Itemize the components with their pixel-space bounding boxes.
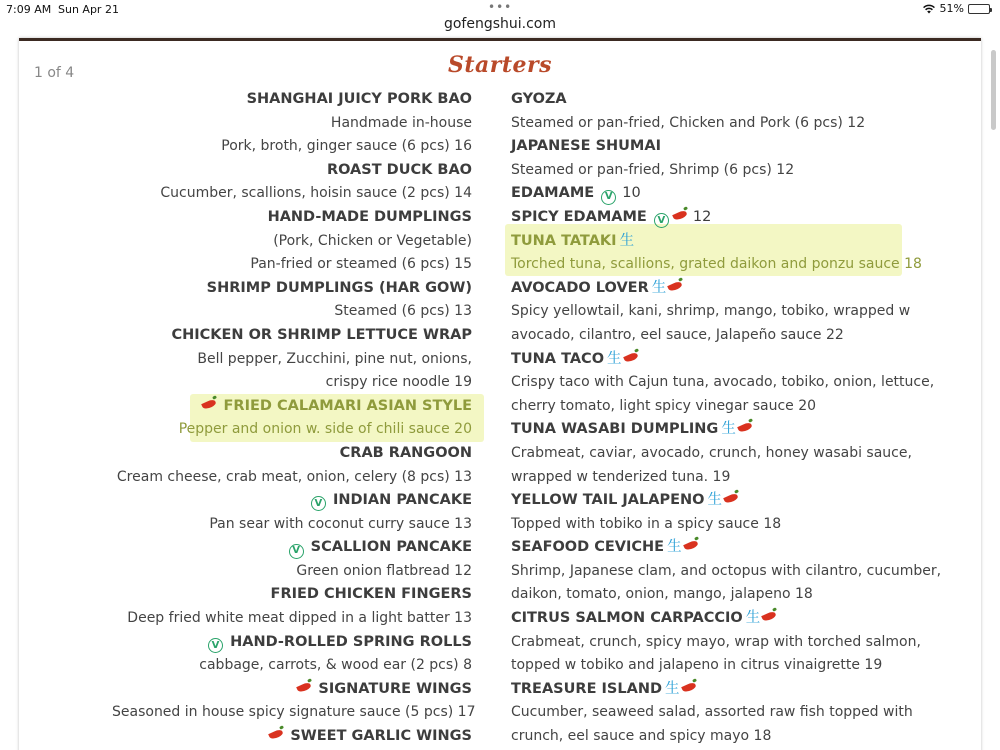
raw-icon: 生 xyxy=(665,680,680,697)
battery-icon xyxy=(968,4,990,14)
menu-item-title: EDAMAME xyxy=(511,185,595,202)
menu-item-name-shrimp-dumplings-har-gow xyxy=(112,277,472,301)
menu-item-description: Pan-fried or steamed (6 pcs) 15 xyxy=(250,256,472,273)
menu-item-price: 10 xyxy=(622,185,641,202)
menu-item-description: Crispy taco with Cajun tuna, avocado, tobiko, onion, lettuce, xyxy=(511,374,935,391)
left-menu-column xyxy=(112,88,476,749)
raw-icon: 生 xyxy=(651,279,667,296)
chili-pepper-icon xyxy=(681,681,697,693)
menu-item-price: 12 xyxy=(692,208,712,225)
menu-item-name-tuna-tataki xyxy=(511,230,911,254)
wifi-icon xyxy=(922,4,936,14)
menu-item-name-tuna-wasabi-dumpling xyxy=(511,418,911,442)
right-menu-column xyxy=(511,88,942,749)
menu-item-description: Cucumber, scallions, hoisin sauce (2 pcs) 14 xyxy=(160,185,472,202)
menu-item-name-seafood-ceviche xyxy=(511,536,911,560)
vegetarian-icon: V xyxy=(208,638,223,653)
chili-pepper-icon xyxy=(672,209,688,221)
menu-item-name-yellow-tail-jalapeno xyxy=(511,489,911,513)
menu-item-name-citrus-salmon-carpaccio xyxy=(511,607,911,631)
menu-item-description: Seasoned in house spicy signature sauce (5 pcs) 17 xyxy=(112,704,476,721)
menu-item-description: crispy rice noodle 19 xyxy=(325,374,472,391)
vegetarian-icon: V xyxy=(289,544,304,559)
chili-pepper-icon xyxy=(667,280,683,292)
menu-item-description: Crabmeat, caviar, avocado, crunch, honey wasabi sauce, xyxy=(511,444,912,461)
raw-icon: 生 xyxy=(667,539,682,556)
menu-item-description: topped w tobiko and jalapeno in citrus vinaigrette 19 xyxy=(511,657,883,674)
chili-pepper-icon xyxy=(623,351,639,363)
menu-item-description: Deep fried white meat dipped in a light batter 13 xyxy=(127,610,472,627)
section-title: Starters xyxy=(447,52,553,78)
menu-item-title: FRIED CALAMARI ASIAN STYLE xyxy=(223,397,472,414)
status-time: 7:09 AM xyxy=(6,3,52,16)
menu-item-description: Topped with tobiko in a spicy sauce 18 xyxy=(511,515,782,532)
menu-item-title: TUNA TATAKI xyxy=(511,232,617,249)
menu-item-name-shanghai-juicy-pork-bao xyxy=(112,88,472,112)
menu-item-title: TUNA TACO xyxy=(511,350,605,367)
menu-item-name-avocado-lover xyxy=(511,277,911,301)
menu-item-title: SIGNATURE WINGS xyxy=(318,680,472,697)
menu-item-title: CITRUS SALMON CARPACCIO xyxy=(511,610,743,627)
menu-item-description: Steamed (6 pcs) 13 xyxy=(334,303,472,320)
menu-item-title: SCALLION PANCAKE xyxy=(310,539,472,556)
menu-item-title: TREASURE ISLAND xyxy=(511,680,662,697)
multitasking-dots-icon[interactable]: ••• xyxy=(488,0,513,14)
menu-item-title: SPICY EDAMAME xyxy=(511,208,647,225)
menu-item-name-signature-wings xyxy=(112,678,472,702)
menu-item-description: Shrimp, Japanese clam, and octopus with cilantro, cucumber, xyxy=(511,562,942,579)
menu-item-title: GYOZA xyxy=(511,91,567,107)
menu-item-name-tuna-taco xyxy=(511,348,911,372)
menu-item-description: Bell pepper, Zucchini, pine nut, onions, xyxy=(197,350,472,367)
vegetarian-icon: V xyxy=(311,496,326,511)
chili-pepper-icon xyxy=(268,728,284,740)
chili-pepper-icon xyxy=(723,492,739,504)
menu-item-name-fried-calamari-asian-style xyxy=(112,395,472,419)
menu-item-name-hand-rolled-spring-rolls xyxy=(112,631,472,655)
chili-pepper-icon xyxy=(296,681,312,693)
menu-item-description: (Pork, Chicken or Vegetable) xyxy=(273,232,472,249)
menu-item-name-japanese-shumai xyxy=(511,135,911,159)
raw-icon: 生 xyxy=(619,232,635,249)
menu-item-title: INDIAN PANCAKE xyxy=(332,492,472,509)
raw-icon: 生 xyxy=(707,492,722,509)
vegetarian-icon: V xyxy=(601,190,616,205)
menu-item-name-fried-chicken-fingers xyxy=(112,583,472,607)
menu-item-title: SWEET GARLIC WINGS xyxy=(290,728,472,745)
battery-percent: 51% xyxy=(939,2,964,15)
menu-item-name-roast-duck-bao xyxy=(112,159,472,183)
menu-item-description: Steamed or pan-fried, Chicken and Pork (6 pcs) 12 xyxy=(511,114,866,131)
url-bar[interactable]: gofengshui.com xyxy=(443,16,557,32)
menu-item-description: Cream cheese, crab meat, onion, celery (8 pcs) 13 xyxy=(116,468,472,485)
menu-item-description: Torched tuna, scallions, grated daikon and ponzu sauce 18 xyxy=(511,256,922,273)
menu-item-title: SHANGHAI JUICY PORK BAO xyxy=(246,91,472,107)
status-date: Sun Apr 21 xyxy=(58,3,119,16)
menu-item-description: Cucumber, seaweed salad, assorted raw fish topped with xyxy=(511,704,913,721)
menu-item-title: JAPANESE SHUMAI xyxy=(511,138,661,155)
menu-item-description: Handmade in-house xyxy=(330,114,472,131)
chili-pepper-icon xyxy=(737,422,753,434)
page-indicator: 1 of 4 xyxy=(34,65,75,81)
menu-item-title: TUNA WASABI DUMPLING xyxy=(511,421,719,438)
menu-item-name-spicy-edamame xyxy=(511,206,911,230)
raw-icon: 生 xyxy=(607,350,622,367)
menu-item-name-edamame xyxy=(511,182,911,206)
chili-pepper-icon xyxy=(683,540,699,552)
menu-item-name-crab-rangoon xyxy=(112,442,472,466)
status-right xyxy=(922,2,990,15)
menu-item-title: HAND-MADE DUMPLINGS xyxy=(267,208,472,225)
menu-item-description: cherry tomato, light spicy vinegar sauce 20 xyxy=(511,397,817,414)
menu-item-name-chicken-or-shrimp-lettuce-wrap xyxy=(112,324,472,348)
menu-item-description: Steamed or pan-fried, Shrimp (6 pcs) 12 xyxy=(511,161,795,178)
menu-item-description: Pan sear with coconut curry sauce 13 xyxy=(209,515,472,532)
vegetarian-icon: V xyxy=(654,213,669,228)
menu-item-description: crunch, eel sauce and spicy mayo 18 xyxy=(511,728,772,745)
menu-item-name-gyoza xyxy=(511,88,911,112)
menu-item-title: ROAST DUCK BAO xyxy=(326,161,472,178)
raw-icon: 生 xyxy=(721,421,736,438)
menu-item-description: Pepper and onion w. side of chili sauce 20 xyxy=(178,421,472,438)
menu-item-title: FRIED CHICKEN FINGERS xyxy=(270,586,472,603)
menu-item-name-sweet-garlic-wings xyxy=(112,725,472,749)
menu-item-title: AVOCADO LOVER xyxy=(511,279,649,296)
menu-item-description: Pork, broth, ginger sauce (6 pcs) 16 xyxy=(221,138,472,155)
menu-item-title: CHICKEN OR SHRIMP LETTUCE WRAP xyxy=(171,326,472,343)
menu-item-description: avocado, cilantro, eel sauce, Jalapeño sauce 22 xyxy=(511,326,844,343)
menu-item-description: wrapped w tenderized tuna. 19 xyxy=(511,468,731,485)
menu-item-description: daikon, tomato, onion, mango, jalapeno 18 xyxy=(511,586,813,603)
chili-pepper-icon xyxy=(202,398,218,410)
menu-item-description: Green onion flatbread 12 xyxy=(296,562,472,579)
menu-item-title: HAND-ROLLED SPRING ROLLS xyxy=(230,633,472,650)
raw-icon: 生 xyxy=(745,610,761,627)
menu-item-name-hand-made-dumplings xyxy=(112,206,472,230)
menu-item-name-indian-pancake xyxy=(112,489,472,513)
menu-item-title: SHRIMP DUMPLINGS (HAR GOW) xyxy=(206,279,472,296)
menu-item-description: cabbage, carrots, & wood ear (2 pcs) 8 xyxy=(199,657,472,674)
chili-pepper-icon xyxy=(761,610,777,622)
menu-item-title: YELLOW TAIL JALAPENO xyxy=(511,492,705,509)
menu-item-title: SEAFOOD CEVICHE xyxy=(511,539,665,556)
menu-item-description: Crabmeat, crunch, spicy mayo, wrap with torched salmon, xyxy=(511,633,921,650)
menu-item-name-treasure-island xyxy=(511,678,911,702)
menu-item-name-scallion-pancake xyxy=(112,536,472,560)
menu-item-title: CRAB RANGOON xyxy=(339,444,472,461)
menu-item-description: Spicy yellowtail, kani, shrimp, mango, tobiko, wrapped w xyxy=(511,303,911,320)
